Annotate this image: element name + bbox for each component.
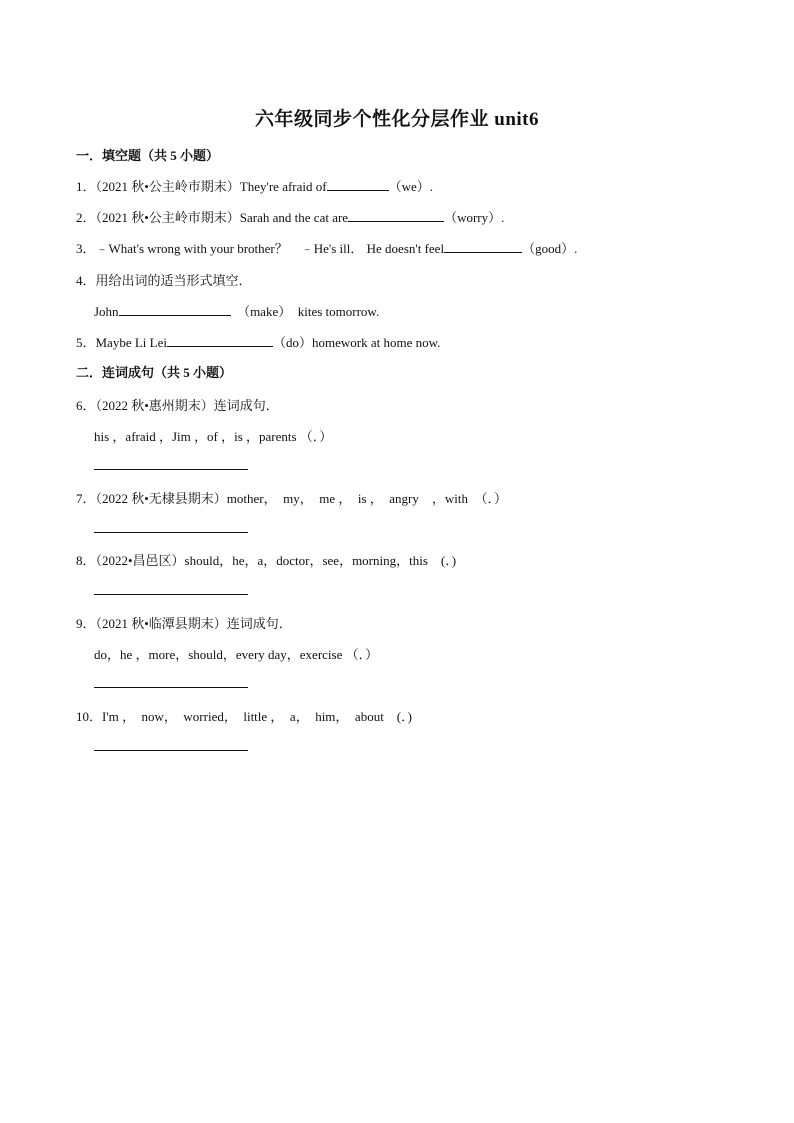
- question-4: [94, 301, 379, 320]
- question-1-hint: （we）.: [388, 179, 434, 194]
- question-5: [76, 332, 440, 351]
- question-2-text: 2．（2021 秋•公主岭市期末）Sarah and the cat are: [76, 210, 349, 225]
- section-heading-fill-blank: 一．填空题（共 5 小题）: [76, 148, 220, 163]
- question-7-answer-line[interactable]: [94, 532, 248, 533]
- question-8-stem: 8．（2022•昌邑区）should，he，a，doctor，see，morning，this (．): [76, 553, 457, 568]
- question-2-blank[interactable]: [348, 209, 444, 222]
- question-3-blank[interactable]: [444, 240, 522, 253]
- question-9-answer-line[interactable]: [94, 687, 248, 688]
- question-2: [76, 207, 504, 226]
- question-3-hint: （good）.: [522, 241, 578, 256]
- question-4-stem: 4．用给出词的适当形式填空．: [76, 273, 252, 288]
- question-4-text: John: [94, 304, 119, 319]
- question-10-answer-line[interactable]: [94, 750, 248, 751]
- question-9-words: do，he ，more，should，every day，exercise （．）: [94, 647, 379, 662]
- question-4-hint: （make） kites tomorrow.: [237, 304, 380, 319]
- question-5-blank[interactable]: [167, 334, 273, 347]
- question-3: [76, 238, 577, 257]
- question-3-text: 3．﹣What's wrong with your brother？ ﹣He's ill． He doesn't feel: [76, 241, 445, 256]
- page-title: 六年级同步个性化分层作业 unit6: [255, 109, 539, 130]
- question-5-hint: （do）homework at home now.: [272, 335, 441, 350]
- question-6-words: his ，afraid ，Jim ，of ，is ，parents （．）: [94, 429, 333, 444]
- question-6-stem: 6．（2022 秋•惠州期末）连词成句．: [76, 398, 279, 413]
- question-8-answer-line[interactable]: [94, 594, 248, 595]
- question-1: [76, 176, 433, 195]
- section-heading-sentence-building: 二．连词成句（共 5 小题）: [76, 365, 233, 380]
- question-4-blank[interactable]: [119, 303, 231, 316]
- question-6-answer-line[interactable]: [94, 469, 248, 470]
- question-10-stem: 10．I'm ， now， worried， little ， a， him， about (．): [76, 709, 412, 724]
- question-5-text: 5．Maybe Li Lei: [76, 335, 167, 350]
- question-7-stem: 7．（2022 秋•无棣县期末）mother， my， me ， is ， angry ，with （．）: [76, 491, 507, 506]
- question-2-hint: （worry）.: [444, 210, 505, 225]
- question-9-stem: 9．（2021 秋•临潭县期末）连词成句．: [76, 616, 292, 631]
- question-1-text: 1．（2021 秋•公主岭市期末）They're afraid of: [76, 179, 327, 194]
- question-1-blank[interactable]: [327, 178, 389, 191]
